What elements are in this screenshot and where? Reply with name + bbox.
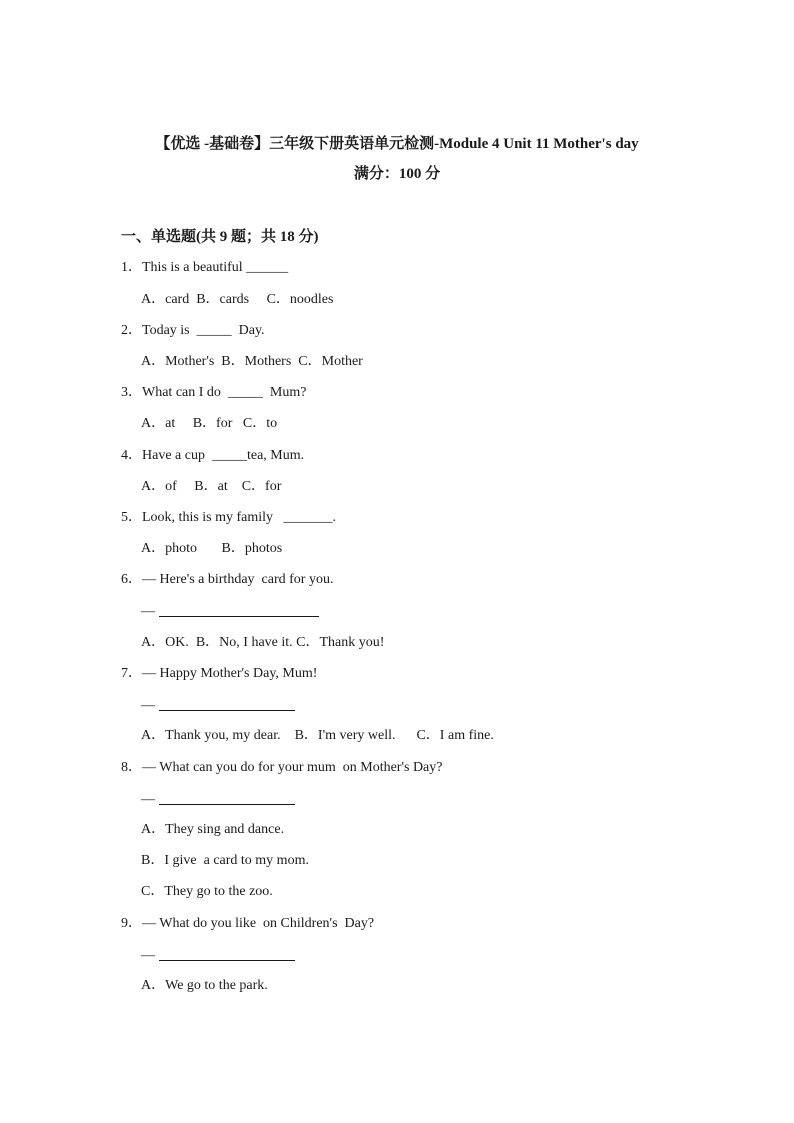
question-number: 2．	[121, 323, 142, 338]
question-number: 1．	[121, 260, 142, 275]
answer-blank[interactable]	[159, 946, 295, 961]
question-number: 5．	[121, 510, 142, 525]
question-9-reply	[141, 946, 295, 965]
total-score: 满分：100 分	[353, 166, 441, 182]
reply-dash: —	[141, 792, 155, 807]
question-7-reply	[141, 696, 295, 715]
question-1-options: A．card B．cards C．noodles	[141, 292, 334, 307]
question-6	[121, 571, 333, 589]
document-title: 【优选 -基础卷】三年级下册英语单元检测-Module 4 Unit 11 Mother's day	[155, 136, 639, 152]
question-number: 4．	[121, 448, 142, 463]
question-7	[121, 665, 317, 683]
question-number: 3．	[121, 385, 142, 400]
question-1	[121, 259, 288, 277]
reply-dash: —	[141, 948, 155, 963]
question-8-option-b: B．I give a card to my mom.	[141, 853, 309, 868]
question-8-option-c: C．They go to the zoo.	[141, 884, 273, 899]
answer-blank[interactable]	[159, 790, 295, 805]
reply-dash: —	[141, 698, 155, 713]
question-stem: Today is _____ Day.	[142, 323, 265, 338]
question-8-option-a: A．They sing and dance.	[141, 822, 285, 837]
question-4	[121, 447, 304, 465]
question-8-reply	[141, 790, 295, 809]
question-9	[121, 915, 374, 933]
question-stem: — What do you like on Children's Day?	[142, 916, 375, 931]
question-7-options: A．Thank you, my dear. B．I'm very well. C．I am fine.	[141, 728, 494, 743]
question-8	[121, 759, 442, 777]
question-2	[121, 322, 265, 340]
question-6-reply	[141, 602, 319, 621]
question-number: 9．	[121, 916, 142, 931]
question-stem: — Here's a birthday card for you.	[142, 572, 334, 587]
question-stem: — What can you do for your mum on Mother's Day?	[142, 760, 443, 775]
question-number: 8．	[121, 760, 142, 775]
question-3-options: A．at B．for C．to	[141, 416, 278, 431]
question-stem: Have a cup _____tea, Mum.	[142, 448, 305, 463]
question-5-options: A．photo B．photos	[141, 541, 283, 556]
answer-blank[interactable]	[159, 696, 295, 711]
question-5	[121, 509, 336, 527]
question-2-options: A．Mother's B．Mothers C．Mother	[141, 354, 363, 369]
question-stem: — Happy Mother's Day, Mum!	[142, 666, 318, 681]
question-number: 6．	[121, 572, 142, 587]
question-3	[121, 384, 306, 402]
question-stem: This is a beautiful ______	[142, 260, 289, 275]
question-4-options: A．of B．at C．for	[141, 479, 282, 494]
question-6-options: A．OK. B．No, I have it. C．Thank you!	[141, 635, 385, 650]
question-stem: What can I do _____ Mum?	[142, 385, 307, 400]
question-number: 7．	[121, 666, 142, 681]
section-heading: 一、单选题(共 9 题；共 18 分)	[121, 229, 319, 245]
reply-dash: —	[141, 604, 155, 619]
answer-blank[interactable]	[159, 602, 319, 617]
question-stem: Look, this is my family _______.	[142, 510, 337, 525]
question-9-option-a: A．We go to the park.	[141, 978, 268, 993]
